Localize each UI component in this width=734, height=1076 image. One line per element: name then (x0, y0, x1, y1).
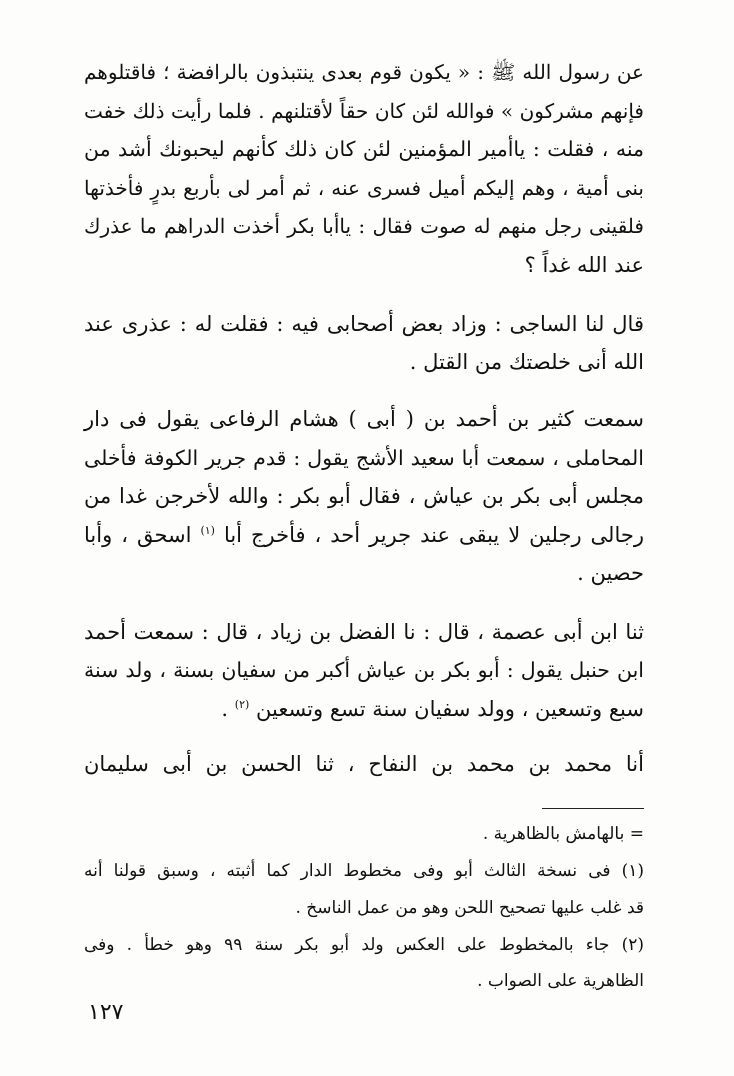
footnote-ref-2: (٢) (234, 698, 250, 711)
text-line: قال لنا الساجى : وزاد بعض أصحابى فيه : فقلت له : عذرى عند (84, 312, 644, 336)
footnote-line: قد غلب عليها تصحيح اللحن وهو من عمل الناسخ . (295, 898, 644, 918)
text-line: منه ، فقلت : ياأمير المؤمنين لئن كان ذلك كأنهم ليحبونك أشد من (84, 137, 644, 161)
footnote-line: الظاهرية على الصواب . (477, 971, 644, 991)
text-line (84, 699, 644, 720)
text-line: حصين . (577, 561, 644, 585)
text-line: عند الله غداً ؟ (524, 253, 644, 277)
footnote-line: (١) فى نسخة الثالث أبو وفى مخطوط الدار كما أثبته ، وسبق قولنا أنه (84, 861, 645, 881)
text-line: ابن حنبل يقول : أبو بكر بن عياش أكبر من سفيان بسنة ، ولد سنة (84, 658, 644, 682)
text-line: عن رسول الله ﷺ : « يكون قوم بعدى ينتبذون بالرافضة ؛ فاقتلوهم (84, 60, 644, 84)
text-line: أنا محمد بن محمد بن النفاح ، ثنا الحسن بن أبى سليمان (84, 752, 644, 776)
text-line: بنى أمية ، وهم إليكم أميل فسرى عنه ، ثم أمر لى بأربع بدرٍ فأخذتها (84, 176, 644, 200)
text-span: اسحق ، وأبا (84, 523, 192, 547)
text-line: مجلس أبى بكر بن عياش ، فقال أبو بكر : والله لأخرجن غدا من (84, 484, 644, 508)
footnote-ref-1: (١) (200, 524, 215, 537)
text-line: الله أنى خلصتك من القتل . (409, 350, 644, 374)
text-line: فإنهم مشركون » فوالله لئن كان حقاً لأقتلنهم . فلما رأيت ذلك خفت (84, 99, 644, 123)
text-span: . (221, 697, 229, 721)
text-span: سبع وتسعين ، وولد سفيان سنة تسع وتسعين (256, 697, 644, 721)
text-span: رجالى رجلين لا يبقى عند جرير أحد ، فأخرج أبا (223, 523, 644, 547)
footnote-line: (٢) جاء بالمخطوط على العكس ولد أبو بكر سنة ٩٩ وهو خطأ . وفى (84, 935, 645, 955)
footnote-line: = بالهامش بالظاهرية . (482, 824, 644, 844)
footnote-separator (542, 808, 644, 809)
text-line: سمعت كثير بن أحمد بن ( أبى ) هشام الرفاعى يقول فى دار (84, 407, 644, 431)
text-line: فلقينى رجل منهم له صوت فقال : ياأبا بكر أخذت الدراهم ما عذرك (84, 214, 644, 238)
text-line: المحاملى ، سمعت أبا سعيد الأشج يقول : قدم جرير الكوفة فأخلى (84, 446, 644, 470)
page-number: ١٢٧ (88, 1000, 124, 1025)
text-line (84, 525, 644, 546)
text-line: ثنا ابن أبى عصمة ، قال : نا الفضل بن زياد ، قال : سمعت أحمد (84, 620, 644, 644)
